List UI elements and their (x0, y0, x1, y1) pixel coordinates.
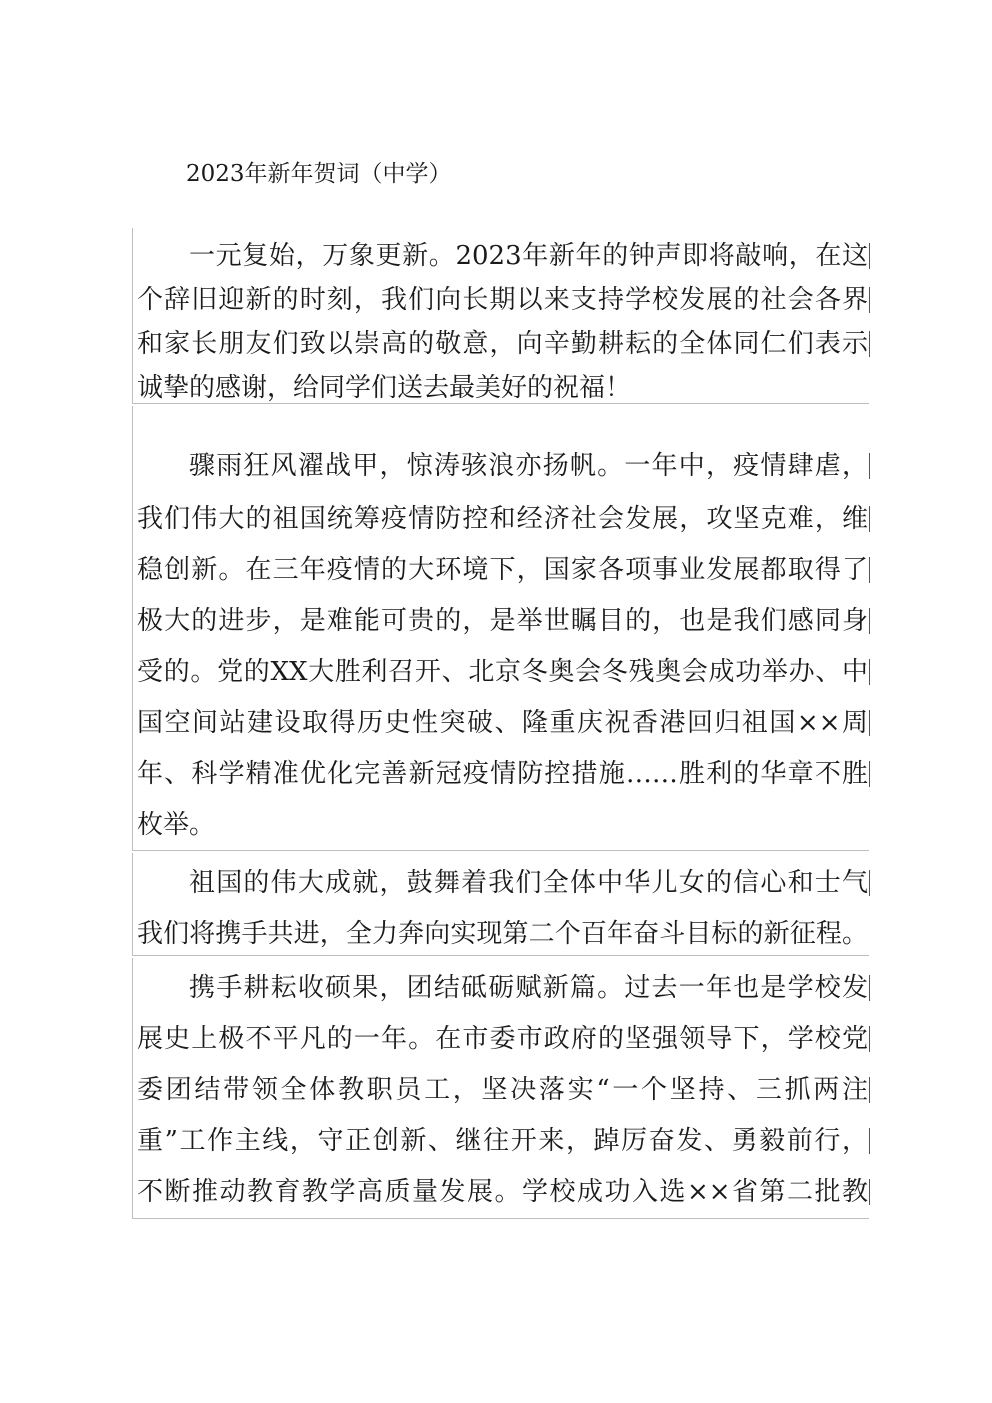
paragraph-line: 受的。党的XX大胜利召开、北京冬奥会冬残奥会成功举办、中 (137, 657, 868, 687)
paragraph-line: 和家长朋友们致以崇高的敬意，向辛勤耕耘的全体同仁们表示 (137, 329, 868, 359)
paragraph-line: 我们将携手共进，全力奔向实现第二个百年奋斗目标的新征程。 (137, 919, 868, 949)
paragraph-line: 年、科学精准优化完善新冠疫情防控措施……胜利的华章不胜 (137, 759, 868, 789)
paragraph-line: 携手耕耘收硕果，团结砥砺赋新篇。过去一年也是学校发 (189, 973, 868, 1003)
paragraph-2 (132, 406, 869, 851)
paragraph-4 (132, 958, 869, 1219)
paragraph-line: 个辞旧迎新的时刻，我们向长期以来支持学校发展的社会各界 (137, 285, 868, 315)
paragraph-line: 我们伟大的祖国统筹疫情防控和经济社会发展，攻坚克难，维 (137, 504, 868, 534)
paragraph-line: 一元复始，万象更新。2023年新年的钟声即将敲响，在这 (189, 241, 868, 271)
paragraph-3 (132, 853, 869, 956)
paragraph-line: 重”工作主线，守正创新、继往开来，踔厉奋发、勇毅前行， (137, 1126, 868, 1156)
paragraph-line: 不断推动教育教学高质量发展。学校成功入选××省第二批教 (137, 1177, 868, 1207)
document-title: 2023年新年贺词（中学） (186, 161, 452, 187)
paragraph-line: 极大的进步，是难能可贵的，是举世瞩目的，也是我们感同身 (137, 606, 868, 636)
paragraph-line: 骤雨狂风濯战甲，惊涛骇浪亦扬帆。一年中，疫情肆虐， (189, 451, 868, 481)
paragraph-line: 诚挚的感谢，给同学们送去最美好的祝福！ (137, 373, 632, 403)
paragraph-line: 委团结带领全体教职员工，坚决落实“一个坚持、三抓两注 (137, 1075, 868, 1105)
paragraph-line: 祖国的伟大成就，鼓舞着我们全体中华儿女的信心和士气 (189, 868, 868, 898)
paragraph-line: 枚举。 (137, 810, 216, 840)
paragraph-line: 稳创新。在三年疫情的大环境下，国家各项事业发展都取得了 (137, 555, 868, 585)
paragraph-line: 展史上极不平凡的一年。在市委市政府的坚强领导下，学校党 (137, 1024, 868, 1054)
paragraph-1 (132, 228, 869, 404)
paragraph-line: 国空间站建设取得历史性突破、隆重庆祝香港回归祖国××周 (137, 708, 868, 738)
